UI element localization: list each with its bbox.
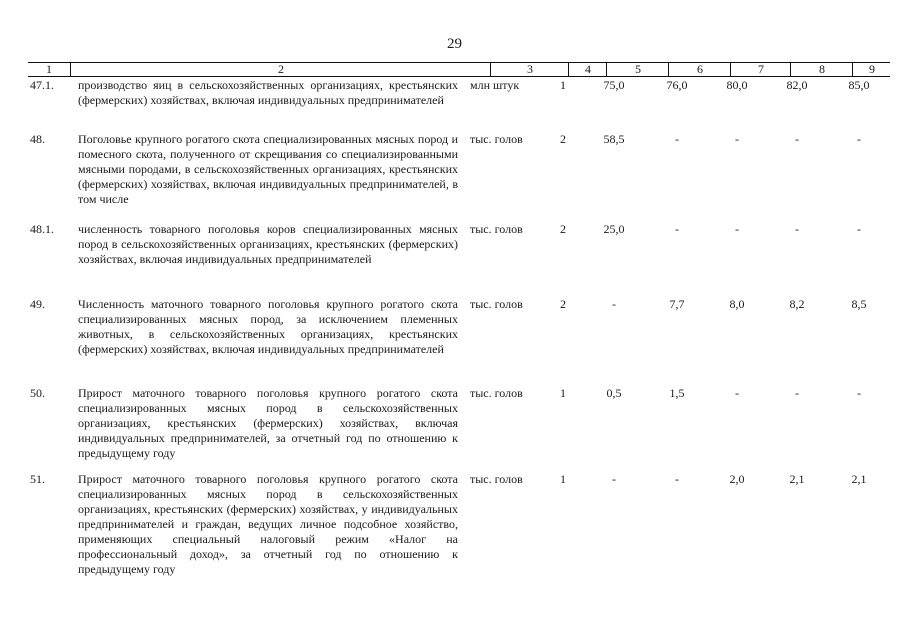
row-unit: тыс. голов bbox=[470, 472, 523, 486]
header-col-2: 2 bbox=[70, 63, 491, 76]
header-col-8: 8 bbox=[790, 63, 853, 76]
header-col-3: 3 bbox=[490, 63, 569, 76]
row-value-col9: - bbox=[857, 222, 861, 236]
row-value-col9: - bbox=[857, 132, 861, 146]
row-value-col6: 1,5 bbox=[669, 386, 685, 400]
row-value-col7: - bbox=[735, 132, 739, 146]
row-col4: 2 bbox=[560, 222, 566, 236]
row-value-col9: 2,1 bbox=[851, 472, 867, 486]
row-value-col8: 8,2 bbox=[789, 297, 805, 311]
row-value-col7: 80,0 bbox=[726, 78, 748, 92]
header-col-5: 5 bbox=[606, 63, 669, 76]
row-unit: млн штук bbox=[470, 78, 520, 92]
header-col-4: 4 bbox=[568, 63, 607, 76]
row-value-col6: - bbox=[675, 222, 679, 236]
row-number: 48. bbox=[30, 132, 45, 146]
row-col4: 1 bbox=[560, 386, 566, 400]
table-header bbox=[28, 62, 890, 77]
row-number: 49. bbox=[30, 297, 45, 311]
page-number: 29 bbox=[447, 36, 462, 52]
row-value-col6: - bbox=[675, 472, 679, 486]
row-value-col6: 76,0 bbox=[666, 78, 688, 92]
row-value-col7: 8,0 bbox=[729, 297, 745, 311]
row-value-col8: 82,0 bbox=[786, 78, 808, 92]
row-number: 47.1. bbox=[30, 78, 54, 92]
row-unit: тыс. голов bbox=[470, 297, 523, 311]
row-value-col7: - bbox=[735, 386, 739, 400]
row-value-col5: - bbox=[612, 297, 616, 311]
row-description: производство яиц в сельскохозяйственных организациях, крестьянских (фермерских) хозяйствах, включая индивидуальных предпринимателей bbox=[78, 78, 458, 107]
row-unit: тыс. голов bbox=[470, 222, 523, 236]
row-description: Прирост маточного товарного поголовья крупного рогатого скота специализированных мясных пород в сельскохозяйственных организациях, крестьянских (фермерских) хозяйствах, включая индивидуальных предпринимателей, за отчетный год по отношению к предыдущему году bbox=[78, 386, 458, 460]
header-col-7: 7 bbox=[730, 63, 791, 76]
row-value-col5: - bbox=[612, 472, 616, 486]
row-col4: 2 bbox=[560, 132, 566, 146]
header-col-1: 1 bbox=[46, 62, 52, 76]
row-col4: 1 bbox=[560, 78, 566, 92]
row-value-col7: 2,0 bbox=[729, 472, 745, 486]
row-value-col9: - bbox=[857, 386, 861, 400]
row-number: 48.1. bbox=[30, 222, 54, 236]
row-description: численность товарного поголовья коров специализированных мясных пород в сельскохозяйственных организациях, крестьянских (фермерских) хозяйствах, включая индивидуальных предпринимателей bbox=[78, 222, 458, 266]
row-value-col5: 75,0 bbox=[603, 78, 625, 92]
row-value-col5: 25,0 bbox=[603, 222, 625, 236]
row-col4: 1 bbox=[560, 472, 566, 486]
row-value-col7: - bbox=[735, 222, 739, 236]
row-col4: 2 bbox=[560, 297, 566, 311]
row-value-col8: - bbox=[795, 386, 799, 400]
row-value-col8: - bbox=[795, 132, 799, 146]
row-unit: тыс. голов bbox=[470, 386, 523, 400]
row-description: Поголовье крупного рогатого скота специализированных мясных пород и помесного скота, полученного от скрещивания со специализированными мясными породами, в сельскохозяйственных организациях, крестьянских (фермерских) хозяйствах, включая индивидуальных предпринимателей, в том числе bbox=[78, 132, 458, 206]
row-value-col9: 85,0 bbox=[848, 78, 870, 92]
row-number: 50. bbox=[30, 386, 45, 400]
header-col-9: 9 bbox=[852, 63, 891, 76]
row-value-col8: 2,1 bbox=[789, 472, 805, 486]
row-description: Численность маточного товарного поголовья крупного рогатого скота специализированных мясных пород, за исключением племенных животных, в сельскохозяйственных организациях, крестьянских (фермерских) хозяйствах, включая индивидуальных предпринимателей bbox=[78, 297, 458, 356]
row-value-col9: 8,5 bbox=[851, 297, 867, 311]
row-description: Прирост маточного товарного поголовья крупного рогатого скота специализированных мясных пород в сельскохозяйственных организациях, крестьянских (фермерских) хозяйствах, у индивидуальных предпринимателей и граждан, ведущих личное подсобное хозяйство, применяющих специальный налоговый режим «Налог на профессиональный доход», за отчетный год по отношению к предыдущему году bbox=[78, 472, 458, 576]
header-col-6: 6 bbox=[668, 63, 731, 76]
row-number: 51. bbox=[30, 472, 45, 486]
row-unit: тыс. голов bbox=[470, 132, 523, 146]
row-value-col5: 58,5 bbox=[603, 132, 625, 146]
row-value-col6: - bbox=[675, 132, 679, 146]
row-value-col8: - bbox=[795, 222, 799, 236]
row-value-col5: 0,5 bbox=[606, 386, 622, 400]
row-value-col6: 7,7 bbox=[669, 297, 685, 311]
